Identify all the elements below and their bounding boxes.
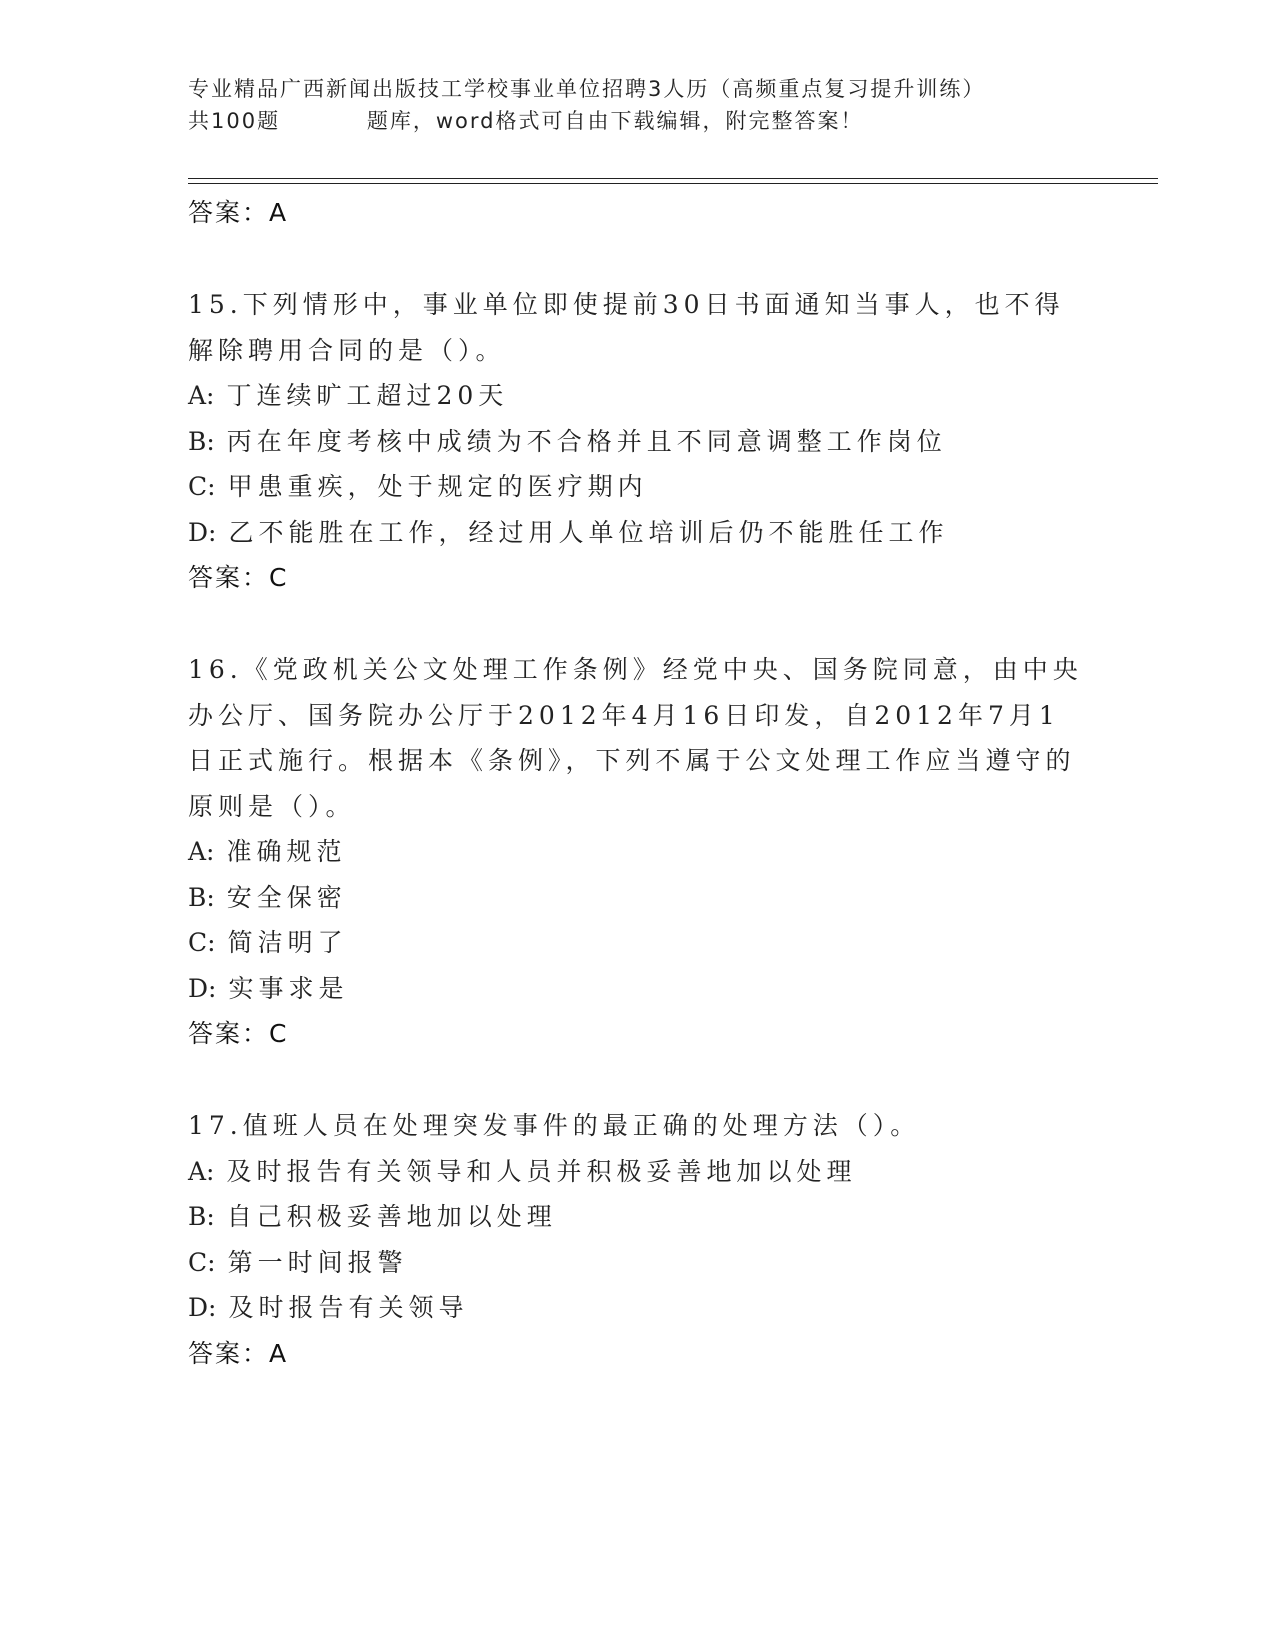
spacer bbox=[188, 1057, 1088, 1103]
option-label: A: bbox=[188, 1156, 215, 1186]
option-b bbox=[188, 419, 1088, 465]
option-a bbox=[188, 373, 1088, 419]
question-block bbox=[188, 282, 1088, 601]
question-text: 15.下列情形中，事业单位即使提前30日书面通知当事人，也不得解除聘用合同的是（）。 bbox=[188, 290, 1065, 365]
option-text: 及时报告有关领导和人员并积极妥善地加以处理 bbox=[226, 1156, 857, 1186]
page-header bbox=[188, 73, 1068, 137]
question-list bbox=[188, 190, 1088, 1377]
option-text: 丁连续旷工超过20天 bbox=[226, 381, 509, 410]
previous-answer: 答案：A bbox=[188, 198, 289, 227]
question-answer: 答案：C bbox=[188, 1019, 289, 1048]
option-b bbox=[188, 1194, 1088, 1240]
option-a bbox=[188, 1149, 1088, 1195]
option-label: B: bbox=[188, 426, 215, 456]
option-c bbox=[188, 1240, 1088, 1286]
option-label: D: bbox=[188, 517, 217, 547]
option-label: C: bbox=[188, 928, 216, 957]
option-text: 第一时间报警 bbox=[227, 1247, 408, 1277]
header-title-line: 专业精品广西新闻出版技工学校事业单位招聘3人历（高频重点复习提升训练） bbox=[188, 77, 986, 101]
option-label: A: bbox=[188, 381, 215, 410]
question-block bbox=[188, 1103, 1088, 1377]
question-block bbox=[188, 647, 1088, 1057]
option-text: 实事求是 bbox=[228, 973, 349, 1003]
option-text: 自己积极妥善地加以处理 bbox=[226, 1202, 557, 1231]
spacer bbox=[188, 236, 1088, 282]
question-answer: 答案：A bbox=[188, 1338, 289, 1368]
option-text: 丙在年度考核中成绩为不合格并且不同意调整工作岗位 bbox=[226, 426, 947, 456]
option-text: 乙不能胜在工作，经过用人单位培训后仍不能胜任工作 bbox=[228, 517, 949, 547]
question-answer: 答案：C bbox=[188, 563, 289, 592]
option-label: D: bbox=[188, 1293, 217, 1322]
spacer bbox=[188, 601, 1088, 647]
option-d bbox=[188, 510, 1088, 556]
option-b bbox=[188, 875, 1088, 921]
option-d bbox=[188, 1285, 1088, 1331]
header-description: 题库，word格式可自由下载编辑，附完整答案！ bbox=[366, 109, 864, 133]
option-label: A: bbox=[188, 837, 215, 866]
option-c bbox=[188, 920, 1088, 966]
question-text: 17.值班人员在处理突发事件的最正确的处理方法（）。 bbox=[188, 1111, 921, 1140]
option-text: 准确规范 bbox=[226, 837, 347, 866]
option-label: D: bbox=[188, 973, 217, 1003]
option-label: C: bbox=[188, 1247, 216, 1277]
header-divider-bottom bbox=[188, 183, 1158, 184]
option-text: 安全保密 bbox=[226, 882, 347, 912]
option-d bbox=[188, 966, 1088, 1012]
option-label: C: bbox=[188, 472, 216, 501]
question-text: 16.《党政机关公文处理工作条例》经党中央、国务院同意，由中央办公厅、国务院办公厅于2012年4月16日印发，自2012年7月1日正式施行。根据本《条例》，下列不属于公文处理工作应当遵守的原则是（）。 bbox=[188, 655, 1083, 821]
option-a bbox=[188, 829, 1088, 875]
option-text: 简洁明了 bbox=[227, 928, 348, 957]
header-subtitle-line bbox=[188, 105, 1068, 137]
option-label: B: bbox=[188, 882, 215, 912]
option-c bbox=[188, 464, 1088, 510]
option-text: 及时报告有关领导 bbox=[228, 1293, 469, 1322]
header-question-count: 共100题 bbox=[188, 109, 281, 133]
header-divider-top bbox=[188, 178, 1158, 179]
option-text: 甲患重疾，处于规定的医疗期内 bbox=[227, 472, 648, 501]
option-label: B: bbox=[188, 1202, 215, 1231]
